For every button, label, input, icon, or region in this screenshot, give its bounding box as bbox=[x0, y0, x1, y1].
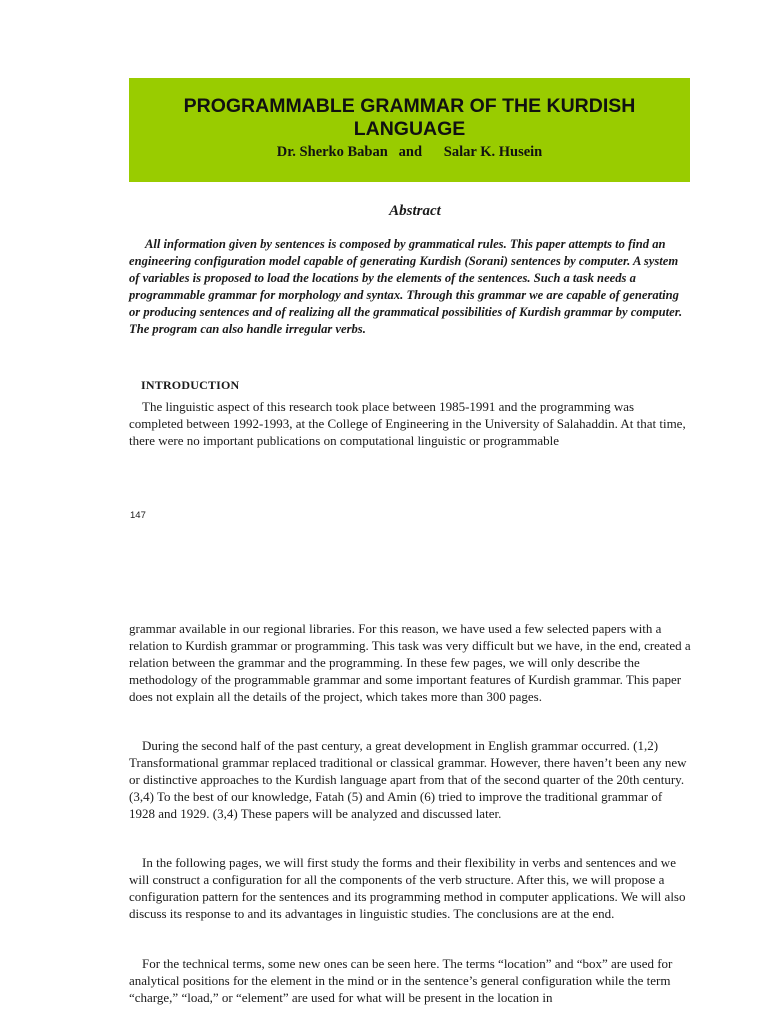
paper-title: PROGRAMMABLE GRAMMAR OF THE KURDISH LANGUAGE bbox=[183, 95, 636, 140]
continuation-paragraph-4: For the technical terms, some new ones can be seen here. The terms “location” and “box” are used for analytical positions for the element in the mind or in the sentence’s general configuration while the term “charge,” “load,” or “element” are used for what will be present in the location in bbox=[129, 956, 673, 1005]
continuation-paragraph-2: During the second half of the past century, a great development in English grammar occurred. (1,2) Transformational grammar replaced traditional or classical grammar. However, there haven’t been any new or distinctive approaches to the Kurdish language apart from that of the second quarter of the 20th century. (3,4) To the best of our knowledge, Fatah (5) and Amin (6) tried to improve the traditional grammar of 1928 and 1929. (3,4) These papers will be analyzed and discussed later. bbox=[129, 738, 687, 821]
introduction-heading: INTRODUCTION bbox=[141, 378, 240, 392]
authors-line: Dr. Sherko Baban and Salar K. Husein bbox=[276, 144, 543, 160]
continuation-paragraph-1: grammar available in our regional libraries. For this reason, we have used a few selected papers with a relation to Kurdish grammar or programming. This task was very difficult but we have, in the end, created a relation between the grammar and the programming. In these few pages, we will only describe the methodology of the programmable grammar and some important features of Kurdish grammar. This paper does not explain all the details of the project, which takes more than 300 pages. bbox=[129, 621, 691, 704]
authors-line-wrap bbox=[129, 78, 690, 182]
abstract-heading: Abstract bbox=[389, 203, 441, 219]
abstract-text: All information given by sentences is composed by grammatical rules. This paper attempts to find an engineering configuration model capable of generating Kurdish (Sorani) sentences by computer. A system of variables is proposed to load the locations by the elements of the sentences. Such a task needs a programmable grammar for morphology and syntax. Through this grammar we are capable of generating or producing sentences and of realizing all the grammatical possibilities of Kurdish grammar by computer. The program can also handle irregular verbs. bbox=[129, 237, 683, 336]
continuation-paragraph-3: In the following pages, we will first study the forms and their flexibility in verbs and sentences and we will construct a configuration for all the components of the verb structure. After this, we will propose a configuration pattern for the sentences and its programming method in computer applications. We will also discuss its response to and its advantages in linguistic studies. The conclusions are at the end. bbox=[129, 855, 686, 921]
introduction-paragraph: The linguistic aspect of this research took place between 1985-1991 and the programming was completed between 1992-1993, at the College of Engineering in the University of Salahaddin. At that time, there were no important publications on computational linguistic or programmable bbox=[129, 399, 686, 448]
page-number: 147 bbox=[130, 510, 146, 521]
